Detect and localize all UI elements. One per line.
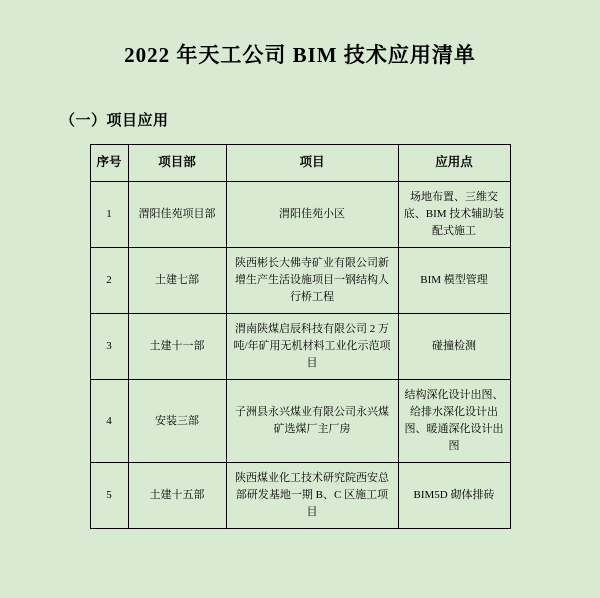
table-row — [90, 313, 510, 379]
cell-project: 渭阳佳苑小区 — [226, 181, 398, 247]
cell-no: 3 — [90, 313, 128, 379]
cell-point: 碰撞检测 — [398, 313, 510, 379]
section-heading: （一）项目应用 — [60, 113, 169, 130]
column-header-dept: 项目部 — [128, 145, 226, 181]
column-header-project: 项目 — [226, 145, 398, 181]
cell-no: 1 — [90, 181, 128, 247]
cell-point: 结构深化设计出图、给排水深化设计出图、暖通深化设计出图 — [398, 380, 510, 463]
cell-project: 陕西彬长大佛寺矿业有限公司新增生产生活设施项目一钢结构人行桥工程 — [226, 247, 398, 313]
cell-project: 渭南陕煤启辰科技有限公司 2 万吨/年矿用无机材料工业化示范项目 — [226, 313, 398, 379]
cell-point: BIM 模型管理 — [398, 247, 510, 313]
cell-dept: 安装三部 — [128, 380, 226, 463]
table-header-row — [90, 145, 510, 181]
cell-point: 场地布置、三维交底、BIM 技术辅助装配式施工 — [398, 181, 510, 247]
cell-dept: 渭阳佳苑项目部 — [128, 181, 226, 247]
cell-no: 2 — [90, 247, 128, 313]
table-row — [90, 463, 510, 529]
cell-point: BIM5D 砌体排砖 — [398, 463, 510, 529]
cell-dept: 土建七部 — [128, 247, 226, 313]
cell-no: 4 — [90, 380, 128, 463]
column-header-no: 序号 — [90, 145, 128, 181]
cell-dept: 土建十一部 — [128, 313, 226, 379]
column-header-point: 应用点 — [398, 145, 510, 181]
cell-project: 陕西煤业化工技术研究院西安总部研发基地一期 B、C 区施工项目 — [226, 463, 398, 529]
document-page — [0, 42, 600, 598]
table-row — [90, 380, 510, 463]
table-row — [90, 181, 510, 247]
cell-no: 5 — [90, 463, 128, 529]
cell-dept: 土建十五部 — [128, 463, 226, 529]
cell-project: 子洲县永兴煤业有限公司永兴煤矿选煤厂主厂房 — [226, 380, 398, 463]
table-row — [90, 247, 510, 313]
bim-application-table — [90, 144, 511, 529]
page-title: 2022 年天工公司 BIM 技术应用清单 — [124, 43, 476, 67]
